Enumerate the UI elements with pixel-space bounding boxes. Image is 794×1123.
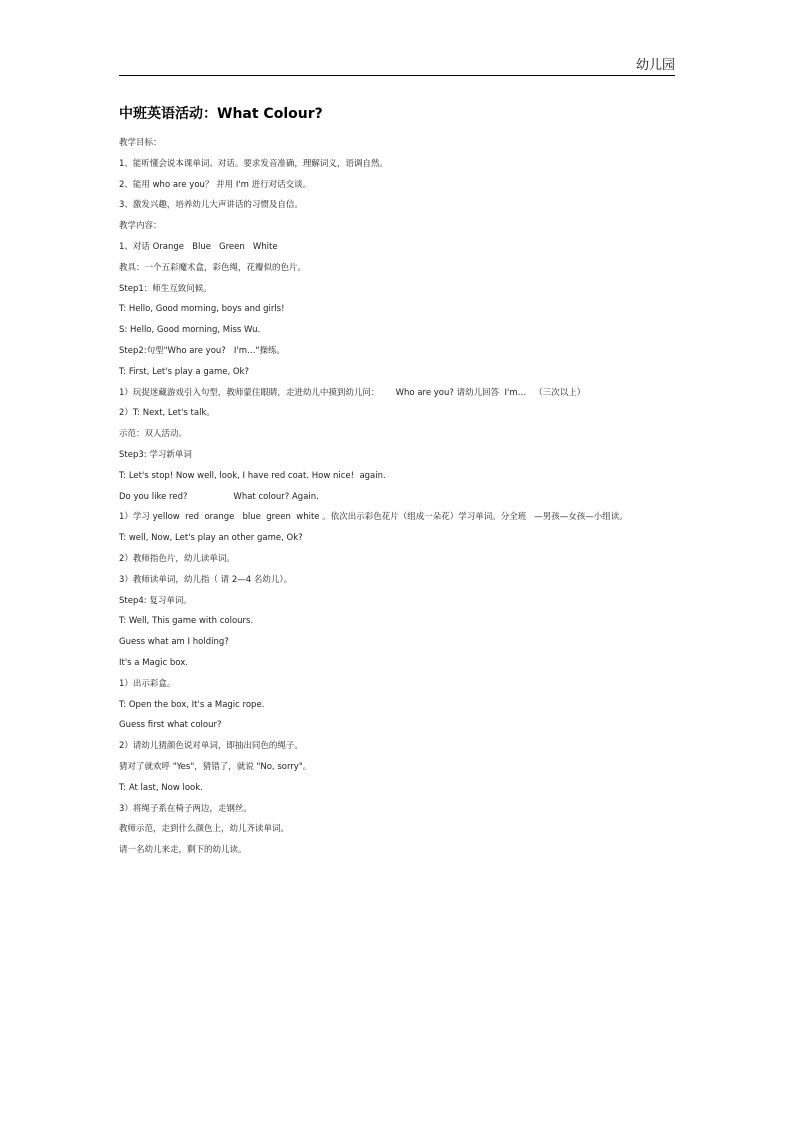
document-line: 1）学习 yellow red orange blue green white 。依次出示彩色花片（组成一朵花）学习单词。分全班 —男孩—女孩—小组读。	[119, 512, 628, 523]
document-line: T: Open the box, It's a Magic rope.	[119, 699, 265, 710]
document-line: 教具：一个五彩魔术盒，彩色绳，花瓣似的色片。	[119, 262, 307, 273]
document-line: 2）T: Next, Let's talk。	[119, 408, 215, 419]
document-line: T: At last, Now look.	[119, 782, 203, 793]
document-line: 1、对话 Orange Blue Green White	[119, 241, 278, 252]
document-line: 1、能听懂会说本课单词、对话。要求发音准确，理解词义，语调自然。	[119, 158, 388, 169]
document-line: 2、能用 who are you？ 并用 I'm 进行对话交谈。	[119, 179, 312, 190]
header-divider	[119, 75, 675, 76]
header-label: 幼儿园	[635, 58, 675, 73]
document-title: 中班英语活动：What Colour?	[119, 106, 323, 122]
document-line: It's a Magic box.	[119, 657, 188, 668]
document-line: 示范：双人活动。	[119, 429, 188, 440]
document-body	[119, 105, 675, 861]
document-line: 教学内容：	[119, 221, 162, 232]
document-line: S: Hello, Good morning, Miss Wu.	[119, 325, 261, 336]
document-line: T: Let's stop! Now well, look, I have red coat. How nice! again.	[119, 470, 386, 481]
document-line: Do you like red? What colour? Again.	[119, 491, 319, 502]
document-line: 2）请幼儿猜颜色说对单词，即抽出同色的绳子。	[119, 741, 303, 752]
document-line: T: Hello, Good morning, boys and girls!	[119, 304, 285, 315]
document-line: 猜对了就欢呼 "Yes"，猜错了，就说 "No, sorry"。	[119, 761, 312, 772]
document-line: Step1：师生互致问候。	[119, 283, 212, 294]
document-line: 1）玩捉迷藏游戏引入句型，教师蒙住眼睛，走进幼儿中摸到幼儿问： Who are you? 请幼儿回答 I'm… （三次以上）	[119, 387, 586, 398]
document-line: Step2:句型"Who are you? I'm…"操练。	[119, 345, 285, 356]
document-line: T: Well, This game with colours.	[119, 616, 254, 627]
document-line: Guess first what colour?	[119, 720, 222, 731]
document-line: Step4: 复习单词。	[119, 595, 192, 606]
document-line: T: First, Let's play a game, Ok?	[119, 366, 249, 377]
document-line: 教师示范，走到什么颜色上，幼儿齐读单词。	[119, 824, 290, 835]
document-line: 1）出示彩盒。	[119, 678, 176, 689]
document-line: 3、激发兴趣，培养幼儿大声讲话的习惯及自信。	[119, 200, 303, 211]
document-line: T: well, Now, Let's play an other game, Ok?	[119, 533, 303, 544]
document-line: 教学目标：	[119, 138, 162, 148]
document-lines	[119, 133, 675, 861]
document-line: Guess what am I holding?	[119, 637, 229, 648]
document-line: 请一名幼儿来走，剩下的幼儿读。	[119, 845, 247, 856]
document-line: 2）教师指色片，幼儿读单词。	[119, 553, 235, 564]
document-line: Step3: 学习新单词	[119, 449, 192, 460]
document-line: 3）教师读单词，幼儿指（ 请 2—4 名幼儿）。	[119, 574, 293, 585]
document-line: 3）将绳子系在椅子两边，走钢丝。	[119, 803, 252, 814]
